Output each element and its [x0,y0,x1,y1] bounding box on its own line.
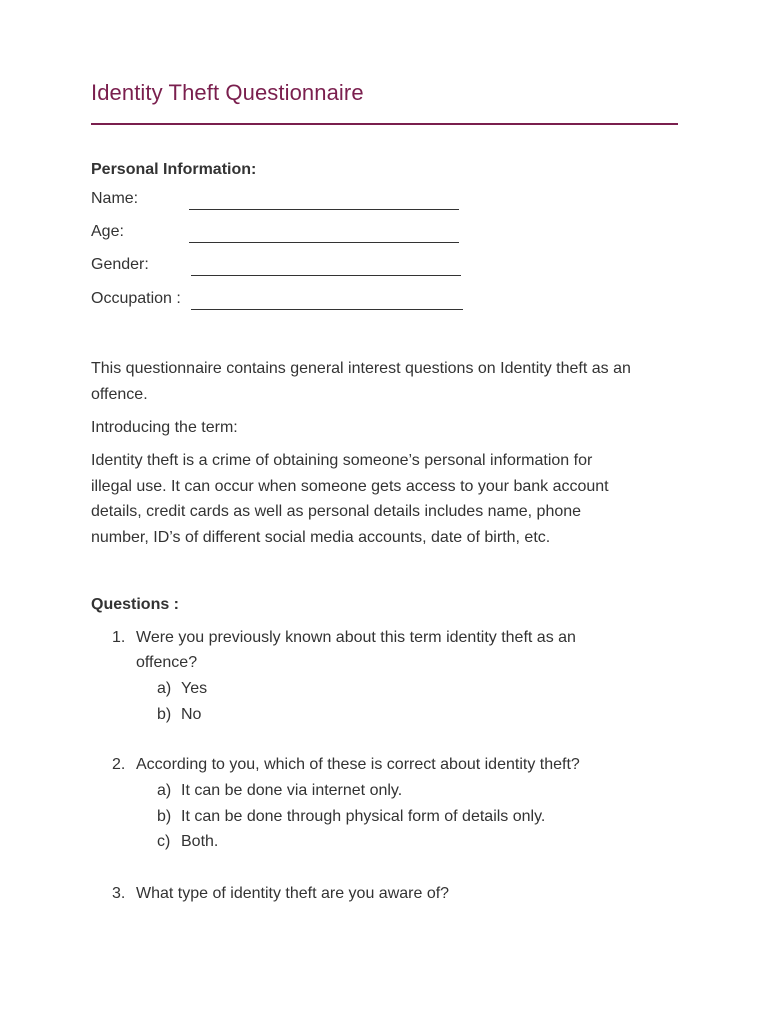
gender-label: Gender: [91,256,149,273]
intro-line: offence. [91,385,148,403]
occupation-label: Occupation : [91,290,181,307]
option-text[interactable]: No [181,706,202,723]
option-letter: a) [157,782,172,799]
question-number: 2. [112,756,126,773]
option-letter: a) [157,680,172,697]
question-number: 1. [112,629,126,646]
question-text: offence? [136,654,198,671]
question-number: 3. [112,885,126,902]
definition-line: illegal use. It can occur when someone gets access to your bank account [91,477,609,495]
title-divider [91,123,678,125]
document-title: Identity Theft Questionnaire [91,80,364,105]
definition-paragraph [91,448,691,550]
option-text[interactable]: Both. [181,833,219,850]
option-text[interactable]: Yes [181,680,208,697]
question-text: Were you previously known about this term identity theft as an [136,629,576,646]
name-blank-line[interactable] [189,209,459,210]
term-heading: Introducing the term: [91,419,238,436]
definition-line: number, ID’s of different social media accounts, date of birth, etc. [91,528,551,546]
occupation-blank-line[interactable] [191,309,463,310]
definition-line: Identity theft is a crime of obtaining someone’s personal information for [91,452,593,469]
questions-heading: Questions : [91,596,180,613]
option-text[interactable]: It can be done through physical form of details only. [181,808,546,825]
intro-paragraph [91,356,691,407]
age-label: Age: [91,223,124,240]
option-letter: b) [157,808,172,825]
option-text[interactable]: It can be done via internet only. [181,782,403,799]
definition-line: details, credit cards as well as personal details includes name, phone [91,503,582,520]
option-letter: c) [157,833,171,850]
personal-info-heading: Personal Information: [91,161,257,178]
question-text: According to you, which of these is correct about identity theft? [136,756,580,773]
intro-line: This questionnaire contains general interest questions on Identity theft as an [91,360,631,377]
question-text: What type of identity theft are you aware of? [136,885,450,902]
gender-blank-line[interactable] [191,275,461,276]
option-letter: b) [157,706,172,723]
age-blank-line[interactable] [189,242,459,243]
name-label: Name: [91,190,139,207]
